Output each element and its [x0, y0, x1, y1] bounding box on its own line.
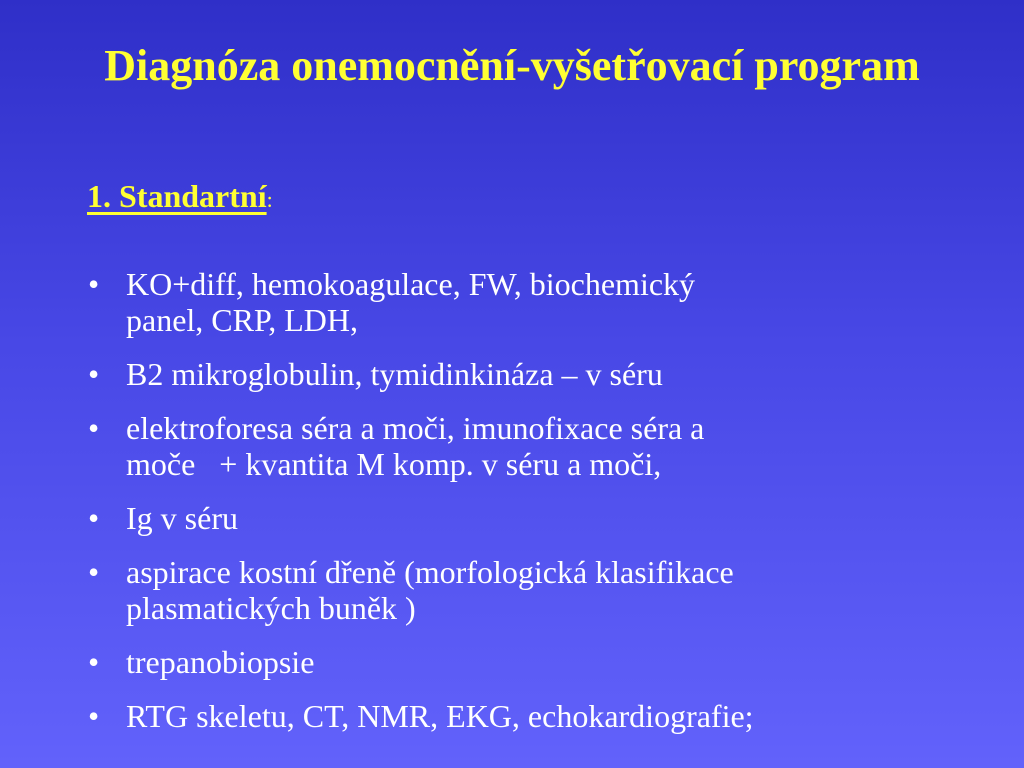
- bullet-dot-icon: •: [88, 356, 100, 392]
- bullet-text: Ig v séru: [126, 500, 238, 536]
- bullet-text: KO+diff, hemokoagulace, FW, biochemický panel, CRP, LDH,: [126, 266, 696, 338]
- bullet-item: [88, 554, 958, 626]
- bullet-item: [88, 356, 958, 392]
- bullet-item: [88, 266, 958, 338]
- bullet-item: [88, 500, 958, 536]
- bullet-item: [88, 644, 958, 680]
- bullet-dot-icon: •: [88, 410, 100, 446]
- section-heading-colon: :: [266, 187, 273, 212]
- bullet-dot-icon: •: [88, 698, 100, 734]
- section-heading: [87, 176, 273, 220]
- section-heading-text: 1. Standartní: [87, 178, 267, 214]
- bullet-text: elektroforesa séra a moči, imunofixace séra a moče + kvantita M komp. v séru a moči,: [126, 410, 705, 482]
- slide-title: Diagnóza onemocnění-vyšetřovací program: [104, 41, 920, 90]
- bullet-dot-icon: •: [88, 554, 100, 590]
- bullet-list: [88, 266, 958, 752]
- bullet-dot-icon: •: [88, 500, 100, 536]
- bullet-text: B2 mikroglobulin, tymidinkináza – v séru: [126, 356, 663, 392]
- bullet-text: trepanobiopsie: [126, 644, 315, 680]
- bullet-item: [88, 698, 958, 734]
- bullet-item: [88, 410, 958, 482]
- bullet-dot-icon: •: [88, 266, 100, 302]
- bullet-text: aspirace kostní dřeně (morfologická klasifikace plasmatických buněk ): [126, 554, 734, 626]
- bullet-text: RTG skeletu, CT, NMR, EKG, echokardiografie;: [126, 698, 754, 734]
- bullet-dot-icon: •: [88, 644, 100, 680]
